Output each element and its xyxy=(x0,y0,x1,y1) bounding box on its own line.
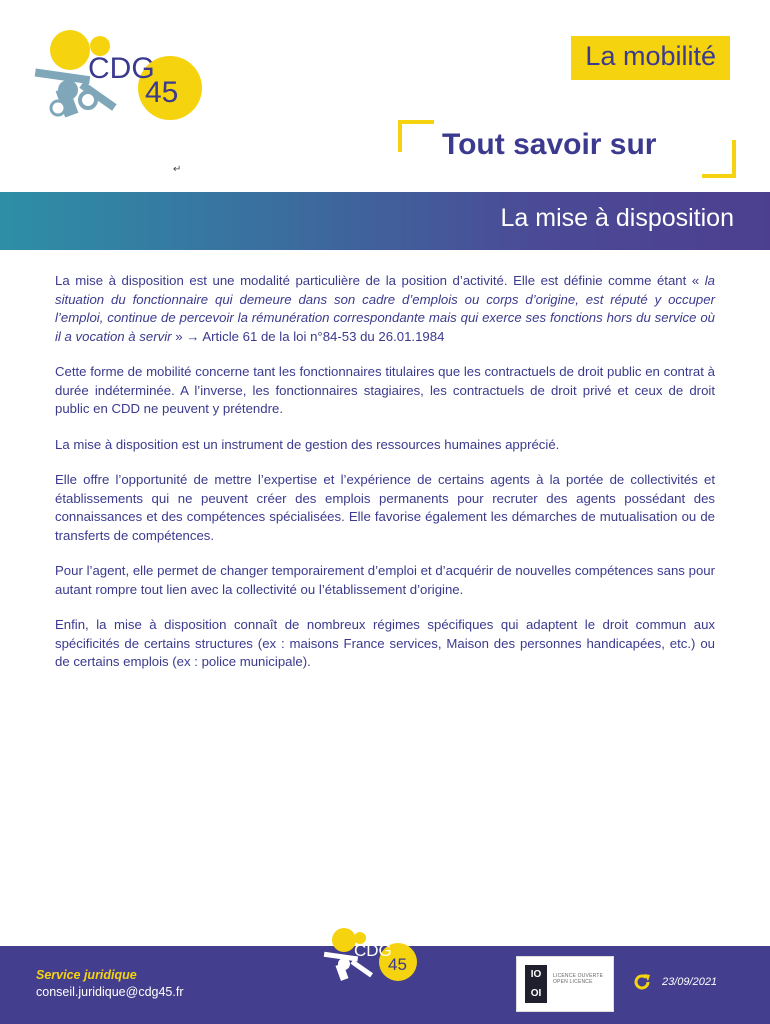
open-licence-badge xyxy=(516,956,614,1012)
document-body xyxy=(55,272,715,689)
footer xyxy=(0,941,770,1024)
logo-number: 45 xyxy=(145,76,179,109)
bracket-bottom-right xyxy=(702,140,736,178)
page-title: La mise à disposition xyxy=(500,204,734,232)
paragraph-instrument: La mise à disposition est un instrument de gestion des ressources humaines apprécié. xyxy=(55,436,560,452)
return-mark: ↵ xyxy=(173,164,182,175)
tagline: Tout savoir sur xyxy=(442,128,657,161)
logo-text: CDG xyxy=(88,52,155,85)
paragraph-definition xyxy=(55,272,715,346)
licence-logo: IO OI xyxy=(525,965,547,1003)
contact-email[interactable]: conseil.juridique@cdg45.fr xyxy=(36,985,184,999)
update-date: 23/09/2021 xyxy=(662,976,718,988)
refresh-icon xyxy=(632,972,652,992)
definition-reference: » → Article 61 de la loi n°84-53 du 26.01.1984 xyxy=(171,328,445,344)
paragraph-agent: Pour l’agent, elle permet de changer temporairement d’emploi et d’acquérir de nouvelles compétences sans pour autant rompre tout lien avec la collectivité ou l’établissement d’origine. xyxy=(55,563,715,597)
licence-text: LICENCE OUVERTE OPEN LICENCE xyxy=(553,973,604,985)
definition-intro: La mise à disposition est une modalité particulière de la position d’activité. Elle est définie comme étant « xyxy=(55,273,705,288)
title-banner xyxy=(0,192,770,250)
service-name: Service juridique xyxy=(36,968,137,982)
cdg45-logo xyxy=(30,30,215,130)
paragraph-scope: Cette forme de mobilité concerne tant les fonctionnaires titulaires que les contractuels de droit public en contrat à durée indéterminée. A l’inverse, les fonctionnaires stagiaires, les contractuels de droit privé et ceux de droit public en CDD ne peuvent y prétendre. xyxy=(55,364,715,416)
bracket-top-left xyxy=(398,120,434,152)
tagline-frame xyxy=(398,120,738,178)
footer-logo-text: CDG xyxy=(354,941,392,960)
paragraph-opportunity: Elle offre l’opportunité de mettre l’expertise et l’expérience de certains agents à la portée de collectivités et établissements qui ne peuvent créer des emplois permanents pour recruter des agents possédant des connaissances et des compétences spécialisées. Elle favorise également les démarches de mutualisation ou de transferts de compétences. xyxy=(55,472,715,543)
footer-logo-number: 45 xyxy=(388,955,407,974)
category-badge: La mobilité xyxy=(571,36,730,80)
paragraph-regimes: Enfin, la mise à disposition connaît de nombreux régimes spécifiques qui adaptent le droit commun aux spécificités de certains structures (ex : maisons France services, Maison des personnes handicapées, etc.) ou de certains emplois (ex : police municipale). xyxy=(55,617,715,669)
definition-quote: la situation du fonctionnaire qui demeure dans son cadre d’emplois ou corps d’origine, est réputé y occuper l’emploi, continue de percevoir la rémunération correspondante mais qui exerce ses fonctions hors du service où il a vocation à servir xyxy=(55,273,715,344)
footer-logo xyxy=(322,928,422,990)
